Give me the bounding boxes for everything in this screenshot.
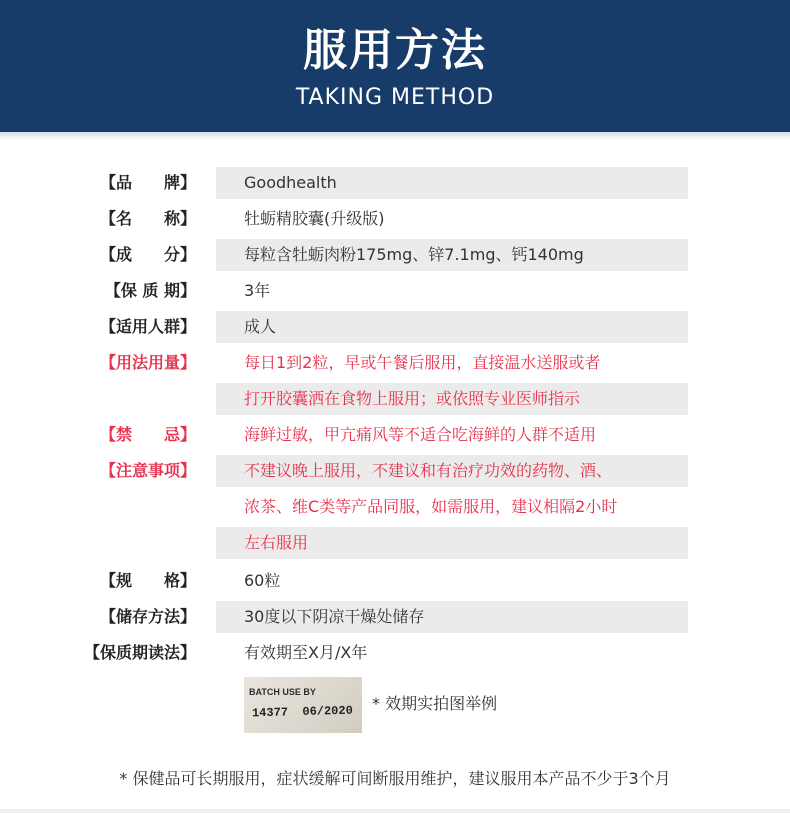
value-name: 牡蛎精胶囊(升级版) — [244, 209, 385, 228]
row-storage — [0, 601, 790, 633]
value-brand: Goodhealth — [216, 167, 688, 199]
value-dosage-line-2: 打开胶囊洒在食物上服用；或依照专业医师指示 — [216, 383, 688, 415]
value-specification: 60粒 — [244, 571, 281, 590]
row-dosage-cont — [0, 383, 790, 415]
value-ingredients: 每粒含牡蛎肉粉175mg、锌7.1mg、钙140mg — [216, 239, 688, 271]
page-title: 服用方法 — [303, 25, 487, 76]
value-precautions-line-1: 不建议晚上服用，不建议和有治疗功效的药物、酒、 — [216, 455, 688, 487]
label-specification: 【规 格】 — [99, 571, 196, 590]
footnote: * 保健品可长期服用，症状缓解可间断服用维护，建议服用本产品不少于3个月 — [119, 769, 671, 788]
row-precautions-cont-2 — [0, 527, 790, 559]
value-storage: 30度以下阴凉干燥处储存 — [216, 601, 688, 633]
row-name — [0, 203, 790, 235]
value-target-group: 成人 — [216, 311, 688, 343]
sample-batch-number: 14377 — [251, 705, 289, 721]
header-shadow — [0, 132, 790, 140]
page-subtitle: TAKING METHOD — [295, 85, 495, 110]
label-expiry-reading: 【保质期读法】 — [83, 643, 196, 662]
row-dosage — [0, 347, 790, 379]
row-precautions — [0, 455, 790, 487]
label-contraindications: 【禁 忌】 — [99, 425, 196, 444]
label-ingredients: 【成 分】 — [99, 245, 196, 264]
sample-use-by: 06/2020 — [302, 703, 354, 719]
label-target-group: 【适用人群】 — [99, 317, 196, 336]
value-precautions-line-2: 浓茶、维C类等产品同服，如需服用，建议相隔2小时 — [244, 497, 618, 516]
row-ingredients — [0, 239, 790, 271]
row-precautions-cont-1 — [0, 491, 790, 523]
value-shelf-life: 3年 — [244, 281, 271, 300]
sample-caption: * 效期实拍图举例 — [372, 694, 498, 713]
value-dosage-line-1: 每日1到2粒，早或午餐后服用，直接温水送服或者 — [244, 353, 601, 372]
label-name: 【名 称】 — [99, 209, 196, 228]
sample-batch-label: BATCH USE BY — [249, 687, 316, 697]
row-brand — [0, 167, 790, 199]
label-precautions: 【注意事项】 — [99, 461, 196, 480]
label-brand: 【品 牌】 — [99, 173, 196, 192]
label-storage: 【储存方法】 — [99, 607, 196, 626]
value-expiry-reading: 有效期至X月/X年 — [244, 643, 368, 662]
row-contraindications — [0, 419, 790, 451]
label-dosage: 【用法用量】 — [99, 353, 196, 372]
bottom-divider — [0, 809, 790, 813]
header-banner — [0, 0, 790, 132]
row-shelf-life — [0, 275, 790, 307]
value-precautions-line-3: 左右服用 — [216, 527, 688, 559]
label-shelf-life: 【保 质 期】 — [104, 281, 196, 300]
row-specification — [0, 565, 790, 597]
row-expiry-reading — [0, 637, 790, 669]
value-contraindications: 海鲜过敏，甲亢痛风等不适合吃海鲜的人群不适用 — [244, 425, 597, 444]
row-target-group — [0, 311, 790, 343]
sample-batch-values — [252, 704, 353, 721]
expiry-sample-photo — [244, 677, 362, 733]
